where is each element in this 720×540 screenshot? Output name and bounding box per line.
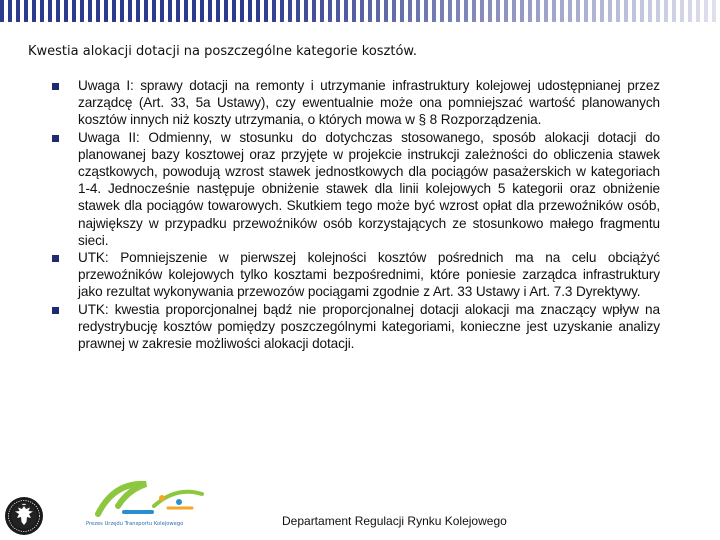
footer-department: Departament Regulacji Rynku Kolejowego (282, 514, 507, 528)
bullet-text (78, 301, 660, 353)
bullet-list (52, 77, 660, 352)
square-bullet-icon (52, 83, 59, 90)
bullet-lead: Uwaga II: (78, 129, 140, 145)
logo-caption: Prezes Urzędu Transportu Kolejowego (86, 521, 184, 527)
bullet-lead: UTK: (78, 250, 109, 266)
header-stripe-fade (0, 0, 720, 22)
bullet-lead: Uwaga I: (78, 78, 134, 93)
bullet-body: sprawy dotacji na remonty i utrzymanie infrastruktury kolejowej udostępnianej przez zarządcę (Art. 33, 5a Ustawy), czy ewentualnie może ona pomniejszać wartość planowanych kosztów innych niż koszty utrzymania, o których mowa w § 8 Rozporządzenia. (78, 78, 660, 128)
square-bullet-icon (52, 135, 59, 142)
bullet-item (52, 77, 660, 129)
bullet-body: Pomniejszenie w pierwszej kolejności kosztów pośrednich ma na celu obciążyć przewoźników kolejowych tylko kosztami bezpośrednimi, które poniesie zarządca infrastruktury jako rezultat wykonywania przewozów pociągami zgodnie z Art. 33 Ustawy i Art. 7.3 Dyrektywy. (78, 250, 660, 300)
polish-eagle-crest-icon (4, 496, 44, 536)
bullet-item (52, 249, 660, 301)
bullet-text (78, 77, 660, 129)
bullet-item (52, 301, 660, 353)
bullet-body: Odmienny, w stosunku do dotychczas stosowanego, sposób alokacji dotacji do planowanej bazy kosztowej oraz przyjęte w projekcie instrukcji zależności do obliczenia stawek cząstkowych, powodują wzrost stawek jednostkowych dla pociągów pasażerskich w kategoriach 1-4. Jednocześnie następuje obniżenie stawek dla linii kolejowych 5 kategorii oraz obniżenie stawek dla pociągów towarowych. Skutkiem tego może być wzrost opłat dla przewoźników osób, największy w przypadku przewoźników osób korzystających ze stosunkowo małego fragmentu sieci. (78, 129, 660, 248)
bullet-lead: UTK: (78, 301, 109, 317)
square-bullet-icon (52, 307, 59, 314)
square-bullet-icon (52, 255, 59, 262)
slide-title: Kwestia alokacji dotacji na poszczególne kategorie kosztów. (28, 44, 417, 59)
bullet-text (78, 129, 660, 249)
bullet-text (78, 249, 660, 301)
bullet-body: kwestia proporcjonalnej bądź nie proporcjonalnej dotacji alokacji ma znaczący wpływ na redystrybucję kosztów pomiędzy poszczególnymi kategoriami, konieczne jest uzyskanie analizy prawnej w zakresie możliwości alokacji dotacji. (78, 301, 660, 352)
bullet-item (52, 129, 660, 249)
utk-logo-icon (84, 476, 214, 528)
